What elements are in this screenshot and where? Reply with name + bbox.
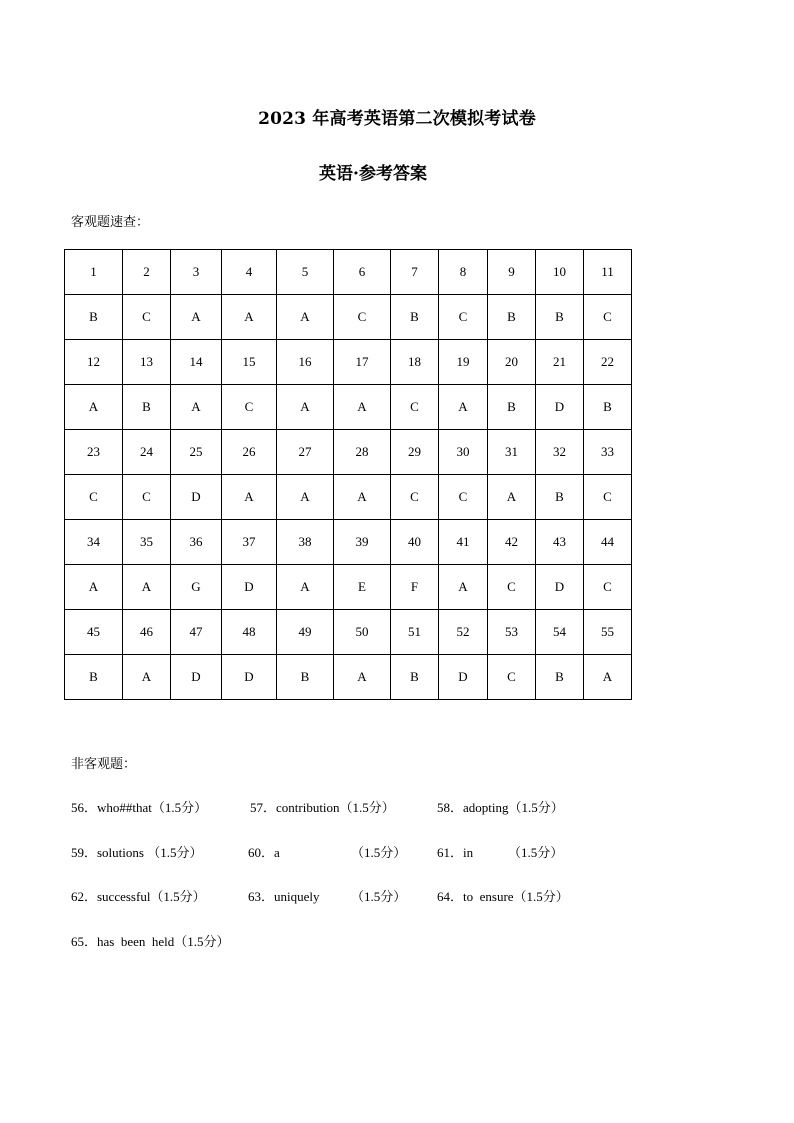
- question-number-cell: 40: [391, 520, 439, 565]
- answer-key-cell: A: [123, 565, 171, 610]
- answer-key-cell: C: [334, 295, 391, 340]
- answer-key-cell: A: [277, 295, 334, 340]
- question-number-cell: 6: [334, 250, 391, 295]
- answer-key-cell: C: [123, 295, 171, 340]
- question-number-cell: 26: [222, 430, 277, 475]
- question-number-cell: 13: [123, 340, 171, 385]
- answer-key-cell: A: [222, 295, 277, 340]
- answer-key-cell: C: [123, 475, 171, 520]
- question-number-cell: 12: [65, 340, 123, 385]
- question-number-cell: 41: [439, 520, 488, 565]
- question-number-cell: 16: [277, 340, 334, 385]
- subjective-section-label: 非客观题：: [71, 757, 137, 772]
- answer-57: 57．contribution（1.5分）: [250, 800, 395, 815]
- answer-key-cell: A: [222, 475, 277, 520]
- answer-key-cell: B: [391, 295, 439, 340]
- answer-key-cell: E: [334, 565, 391, 610]
- answer-key-cell: D: [222, 565, 277, 610]
- question-number-cell: 10: [536, 250, 584, 295]
- answer-61-score: （1.5分）: [508, 845, 564, 860]
- answer-key-cell: A: [277, 565, 334, 610]
- answer-key-row: [65, 295, 632, 340]
- question-number-cell: 44: [584, 520, 632, 565]
- question-number-cell: 30: [439, 430, 488, 475]
- answer-65: 65．has been held（1.5分）: [71, 934, 230, 949]
- answer-key-row: [65, 385, 632, 430]
- answer-key-cell: D: [171, 655, 222, 700]
- answer-62: 62．successful（1.5分）: [71, 889, 206, 904]
- answer-key-cell: A: [488, 475, 536, 520]
- answer-key-row: [65, 655, 632, 700]
- answer-key-cell: B: [65, 295, 123, 340]
- answer-key-cell: D: [222, 655, 277, 700]
- question-number-cell: 33: [584, 430, 632, 475]
- question-number-cell: 1: [65, 250, 123, 295]
- answer-key-row: [65, 565, 632, 610]
- question-number-cell: 54: [536, 610, 584, 655]
- answer-61: 61．in: [437, 845, 474, 860]
- answer-key-cell: B: [536, 475, 584, 520]
- question-number-cell: 9: [488, 250, 536, 295]
- answer-key-cell: C: [584, 565, 632, 610]
- answer-key-cell: B: [65, 655, 123, 700]
- question-number-cell: 17: [334, 340, 391, 385]
- question-number-cell: 7: [391, 250, 439, 295]
- page-subtitle: 英语·参考答案: [319, 164, 427, 184]
- question-number-cell: 8: [439, 250, 488, 295]
- question-number-cell: 42: [488, 520, 536, 565]
- question-number-cell: 27: [277, 430, 334, 475]
- answer-row: [71, 842, 771, 862]
- question-number-cell: 11: [584, 250, 632, 295]
- question-number-cell: 55: [584, 610, 632, 655]
- question-number-cell: 31: [488, 430, 536, 475]
- answer-64: 64．to ensure（1.5分）: [437, 889, 569, 904]
- answer-key-cell: C: [439, 295, 488, 340]
- answer-58: 58．adopting（1.5分）: [437, 800, 564, 815]
- question-number-row: [65, 340, 632, 385]
- answer-key-cell: A: [439, 385, 488, 430]
- question-number-cell: 38: [277, 520, 334, 565]
- question-number-cell: 47: [171, 610, 222, 655]
- answer-key-cell: C: [391, 385, 439, 430]
- answer-key-cell: A: [334, 655, 391, 700]
- question-number-cell: 49: [277, 610, 334, 655]
- question-number-cell: 28: [334, 430, 391, 475]
- answer-key-cell: C: [584, 295, 632, 340]
- answer-60: 60．a: [248, 845, 280, 860]
- answer-60-score: （1.5分）: [351, 845, 407, 860]
- answer-key-cell: B: [584, 385, 632, 430]
- question-number-cell: 18: [391, 340, 439, 385]
- answer-key-cell: F: [391, 565, 439, 610]
- answer-59: 59．solutions （1.5分）: [71, 845, 203, 860]
- question-number-cell: 25: [171, 430, 222, 475]
- question-number-cell: 29: [391, 430, 439, 475]
- question-number-cell: 19: [439, 340, 488, 385]
- question-number-row: [65, 520, 632, 565]
- question-number-cell: 51: [391, 610, 439, 655]
- question-number-cell: 14: [171, 340, 222, 385]
- answer-key-cell: D: [171, 475, 222, 520]
- answer-key-cell: A: [171, 385, 222, 430]
- question-number-cell: 35: [123, 520, 171, 565]
- answer-key-cell: B: [536, 655, 584, 700]
- question-number-cell: 2: [123, 250, 171, 295]
- question-number-cell: 5: [277, 250, 334, 295]
- question-number-cell: 21: [536, 340, 584, 385]
- answer-56: 56．who##that（1.5分）: [71, 800, 208, 815]
- question-number-cell: 45: [65, 610, 123, 655]
- answer-key-cell: C: [488, 565, 536, 610]
- question-number-cell: 37: [222, 520, 277, 565]
- answer-key-cell: C: [488, 655, 536, 700]
- question-number-cell: 23: [65, 430, 123, 475]
- answer-row: [71, 886, 771, 906]
- answer-key-cell: A: [123, 655, 171, 700]
- question-number-cell: 36: [171, 520, 222, 565]
- question-number-cell: 50: [334, 610, 391, 655]
- answer-key-cell: G: [171, 565, 222, 610]
- answer-key-cell: A: [65, 565, 123, 610]
- answer-key-cell: A: [584, 655, 632, 700]
- answer-key-cell: D: [536, 565, 584, 610]
- objective-answer-table: [64, 249, 632, 700]
- answer-key-cell: C: [222, 385, 277, 430]
- answer-63-score: （1.5分）: [351, 889, 407, 904]
- question-number-row: [65, 610, 632, 655]
- question-number-cell: 32: [536, 430, 584, 475]
- answer-key-cell: A: [277, 475, 334, 520]
- answer-key-cell: C: [391, 475, 439, 520]
- question-number-cell: 43: [536, 520, 584, 565]
- answer-key-cell: A: [171, 295, 222, 340]
- question-number-row: [65, 250, 632, 295]
- question-number-cell: 24: [123, 430, 171, 475]
- question-number-cell: 34: [65, 520, 123, 565]
- answer-key-cell: B: [391, 655, 439, 700]
- answer-key-cell: C: [65, 475, 123, 520]
- question-number-cell: 46: [123, 610, 171, 655]
- objective-section-label: 客观题速查：: [71, 215, 150, 230]
- answer-key-cell: A: [277, 385, 334, 430]
- answer-key-cell: A: [334, 475, 391, 520]
- answer-key-cell: D: [536, 385, 584, 430]
- question-number-cell: 39: [334, 520, 391, 565]
- answer-63: 63．uniquely: [248, 889, 320, 904]
- question-number-cell: 20: [488, 340, 536, 385]
- answer-key-cell: B: [488, 385, 536, 430]
- question-number-cell: 3: [171, 250, 222, 295]
- answer-key-cell: B: [277, 655, 334, 700]
- page-title: 2023 年高考英语第二次模拟考试卷: [258, 109, 536, 129]
- question-number-cell: 4: [222, 250, 277, 295]
- answer-key-cell: B: [123, 385, 171, 430]
- answer-key-cell: A: [334, 385, 391, 430]
- question-number-cell: 22: [584, 340, 632, 385]
- question-number-cell: 52: [439, 610, 488, 655]
- answer-row: [71, 931, 771, 951]
- answer-key-cell: C: [584, 475, 632, 520]
- question-number-row: [65, 430, 632, 475]
- question-number-cell: 53: [488, 610, 536, 655]
- answer-key-cell: D: [439, 655, 488, 700]
- question-number-cell: 48: [222, 610, 277, 655]
- answer-key-row: [65, 475, 632, 520]
- answer-key-cell: B: [536, 295, 584, 340]
- answer-key-cell: B: [488, 295, 536, 340]
- answer-key-cell: C: [439, 475, 488, 520]
- answer-row: [71, 797, 771, 817]
- question-number-cell: 15: [222, 340, 277, 385]
- answer-key-cell: A: [439, 565, 488, 610]
- answer-key-cell: A: [65, 385, 123, 430]
